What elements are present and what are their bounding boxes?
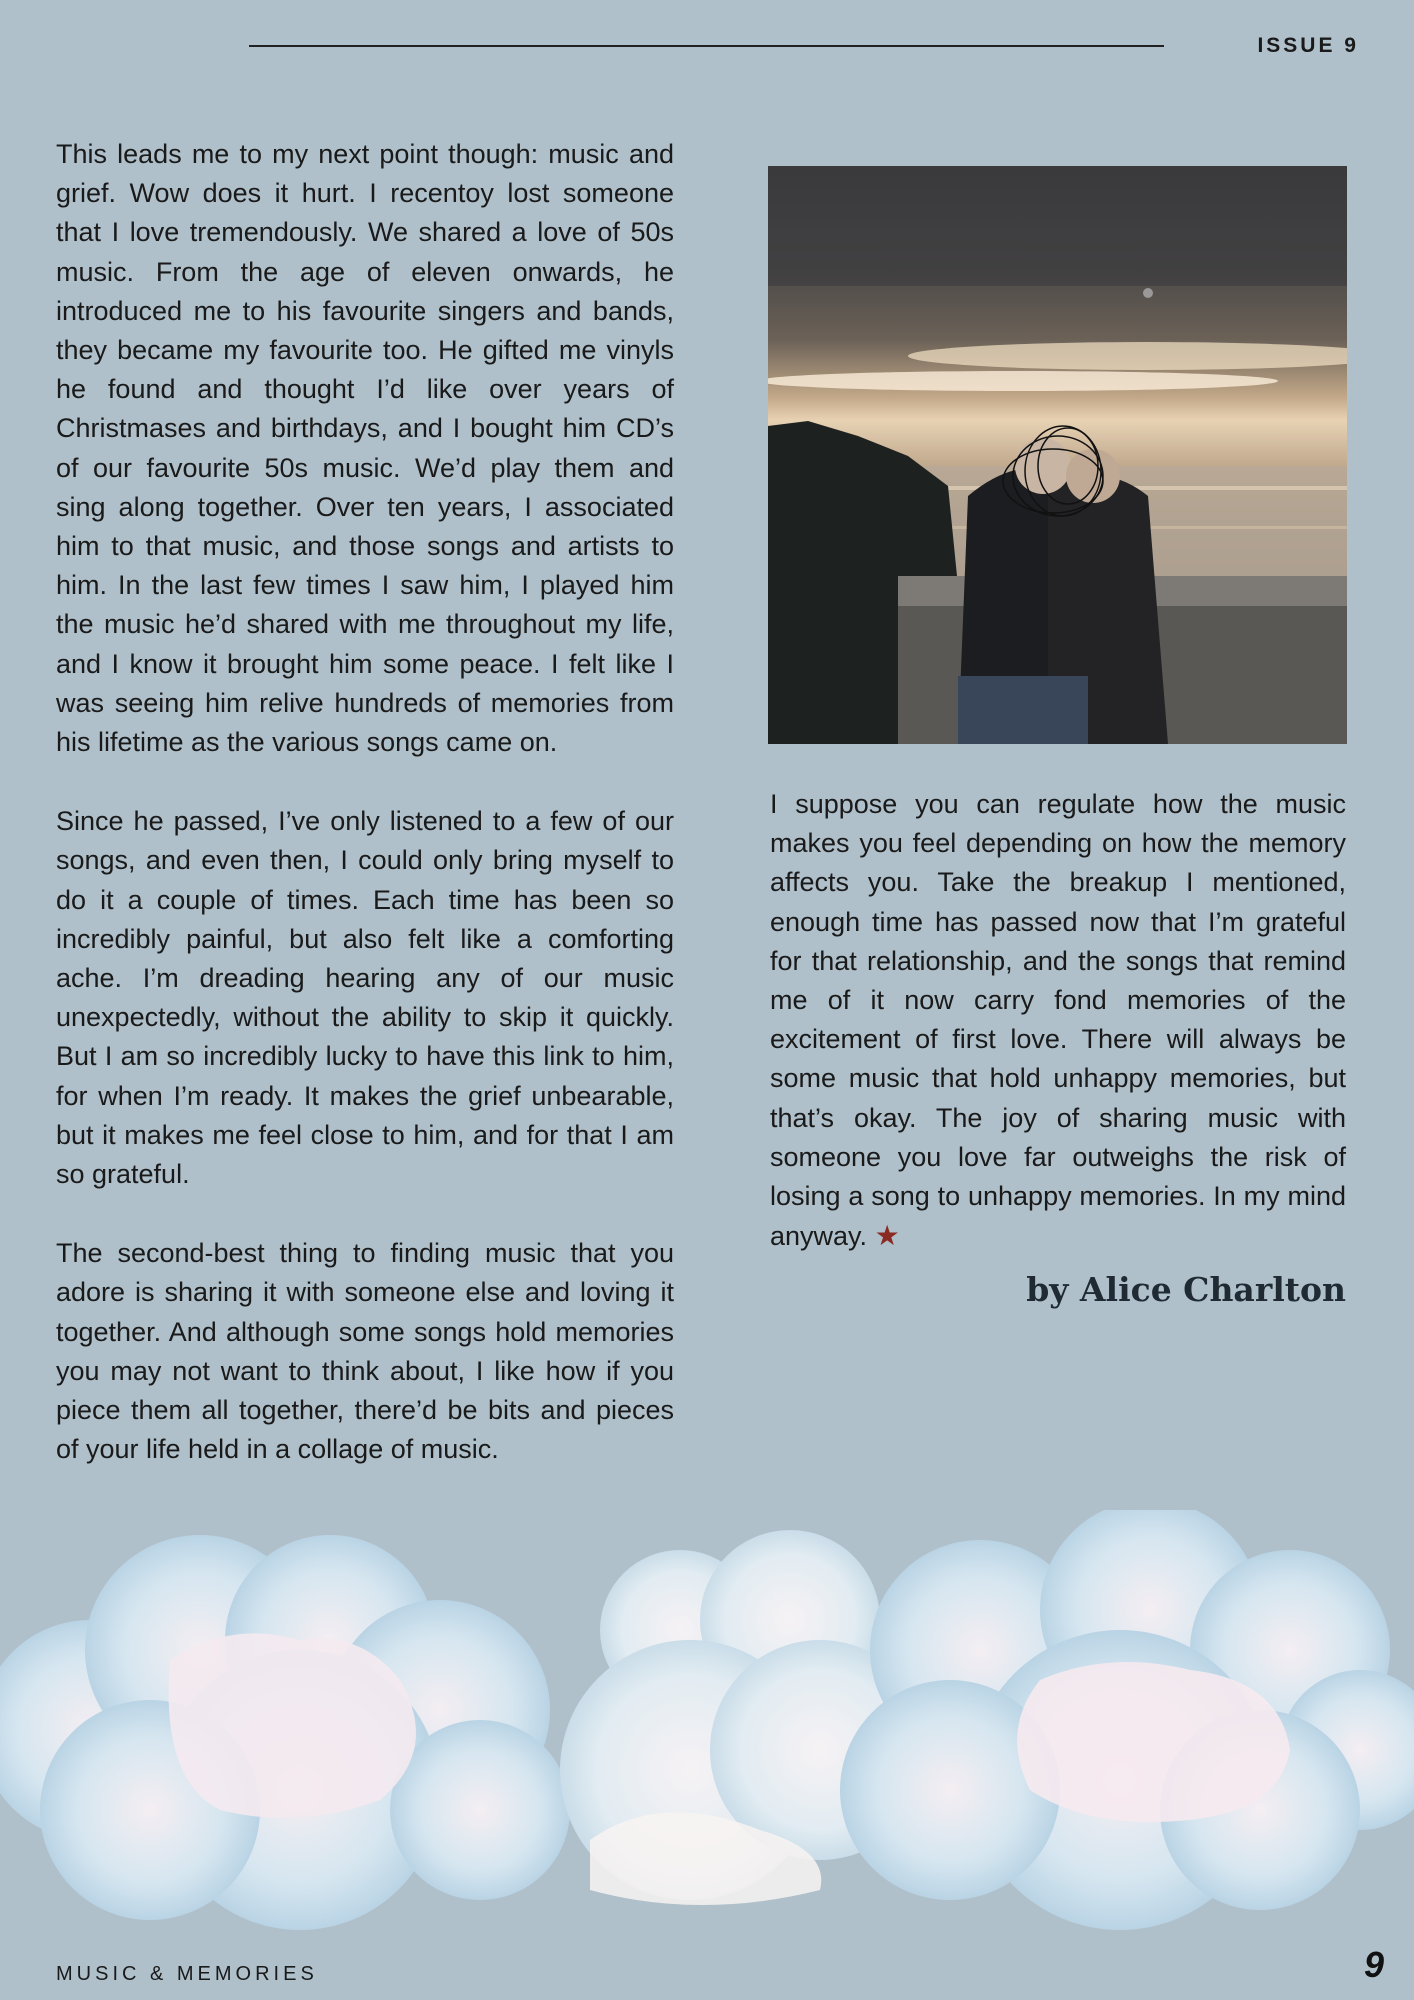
issue-label: ISSUE 9 — [1257, 34, 1359, 57]
author-byline: by Alice Charlton — [1026, 1270, 1346, 1310]
star-icon: ★ — [874, 1220, 900, 1252]
paragraph-regulate-music — [770, 785, 1346, 1256]
left-column — [56, 135, 674, 1510]
photo-illustration — [768, 166, 1347, 744]
header-rule — [249, 45, 1164, 47]
magazine-title: MUSIC & MEMORIES — [56, 1963, 318, 1985]
photo-sunset-couple — [768, 166, 1347, 744]
paragraph-since-he-passed: Since he passed, I’ve only listened to a few of our songs, and even then, I could only bring myself to do it a couple of times. Each time has been so incredibly painful, but also felt like a comforting ache. I’m dreading hearing any of our music unexpectedly, without the ability to skip it quickly. But I am so incredibly lucky to have this link to him, for when I’m ready. It makes the grief unbearable, but it makes me feel close to him, and for that I am so grateful. — [56, 806, 674, 1190]
paragraph-music-and-grief: This leads me to my next point though: music and grief. Wow does it hurt. I recentoy lost someone that I love tremendously. We shared a love of 50s music. From the age of eleven onwards, he introduced me to his favourite singers and bands, they became my favourite too. He gifted me vinyls he found and thought I’d like over years of Christmases and birthdays, and I bought him CD’s of our favourite 50s music. We’d play them and sing along together. Over ten years, I associated him to that music, and those songs and artists to him. In the last few times I saw him, I played him the music he’d shared with me throughout my life, and I know it brought him some peace. I felt like I was seeing him relive hundreds of memories from his lifetime as the various songs came on. — [56, 139, 674, 758]
paragraph-sharing-music: The second-best thing to finding music that you adore is sharing it with someone else and loving it together. And although some songs hold memories you may not want to think about, I like how if you piece them all together, there’d be bits and pieces of your life held in a collage of music. — [56, 1238, 674, 1465]
page-number: 9 — [1363, 1944, 1384, 1985]
watercolor-clouds-illustration — [0, 1510, 1414, 1940]
right-column — [770, 785, 1346, 1309]
paragraph-regulate-text: I suppose you can regulate how the music makes you feel depending on how the memory affects you. Take the breakup I mentioned, enough time has passed now that I’m grateful for that relationship, and the songs that remind me of it now carry fond memories of the excitement of first love. There will always be some music that hold unhappy memories, but that’s okay. The joy of sharing music with someone you love far outweighs the risk of losing a song to unhappy memories. In my mind anyway. — [770, 789, 1346, 1252]
